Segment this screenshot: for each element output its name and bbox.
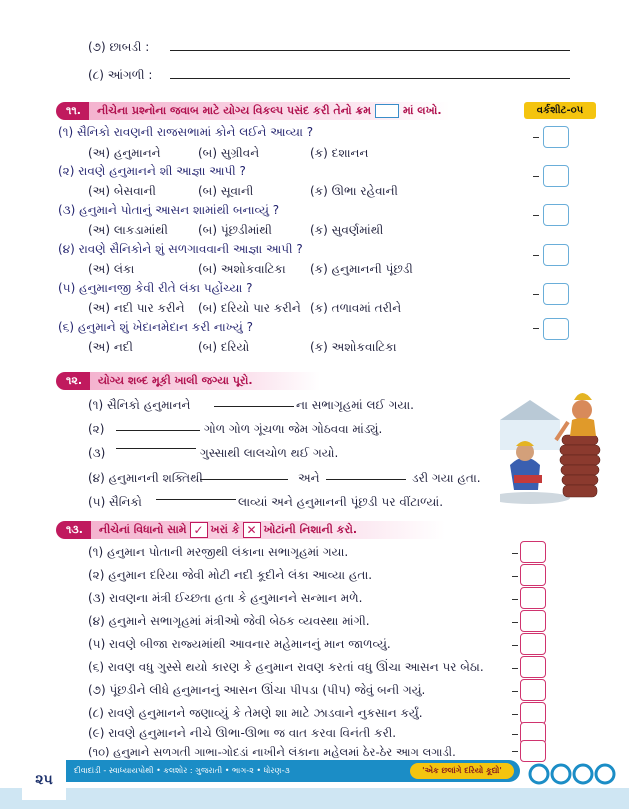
mcq-question-4: (૪) રાવણે સૈનિકોને શું સળગાવવાની આજ્ઞા આપી ? xyxy=(58,242,303,256)
tf-answer-box-10[interactable] xyxy=(520,740,546,762)
mcq-question-2: (૨) રાવણે હનુમાનને શી આજ્ઞા આપી ? xyxy=(58,164,246,178)
mcq-option-2a: (અ) બેસવાની xyxy=(88,184,156,198)
mcq-option-3c: (ક) સુવર્ણમાંથી xyxy=(310,223,384,237)
fill-item-4-mid: અને xyxy=(298,471,320,485)
dash-marker xyxy=(512,645,518,646)
section-11-number: ૧૧. xyxy=(56,102,89,120)
section-11-instruction-b: માં લખો. xyxy=(403,104,442,117)
tf-statement-2: (૨) હનુમાન દરિયા જેવી મોટી નદી કૂદીને લંકા આવ્યા હતા. xyxy=(88,568,373,582)
mcq-question-1: (૧) સૈનિકો રાવણની રાજસભામાં કોને લઈને આવ્યા ? xyxy=(58,125,314,139)
tf-answer-box-2[interactable] xyxy=(520,564,546,586)
answer-box-sample xyxy=(375,104,399,118)
tf-answer-box-5[interactable] xyxy=(520,633,546,655)
fill-blank-4b[interactable] xyxy=(326,479,406,480)
mcq-answer-box-3[interactable] xyxy=(543,204,569,226)
mcq-option-2b: (બ) સૂવાની xyxy=(198,184,254,198)
section-13-header xyxy=(56,521,445,539)
tf-answer-box-7[interactable] xyxy=(520,679,546,701)
fill-item-4-post: ડરી ગયા હતા. xyxy=(412,471,481,485)
section-11-instruction-a: નીચેના પ્રશ્નોના જવાબ માટે યોગ્ય વિકલ્પ પસંદ કરી તેનો ક્રમ xyxy=(96,104,372,117)
mcq-option-6a: (અ) નદી xyxy=(88,340,133,354)
fill-item-5-post: લાવ્યાં અને હનુમાનની પૂંછડી પર વીંટાળ્યાં. xyxy=(238,495,444,509)
mcq-option-3b: (બ) પૂંછડીમાંથી xyxy=(198,223,272,237)
dash-marker xyxy=(512,751,518,752)
dash-marker xyxy=(512,714,518,715)
dash-marker xyxy=(533,215,539,216)
item-7-label: (૭) છાબડી : xyxy=(88,40,150,54)
footer-series-text: દીવાદાંડી - સ્વાધ્યાયપોથી • કલશોર : ગુજરાતી • ભાગ-૨ • ધોરણ-૩ xyxy=(74,766,290,775)
fill-blank-2[interactable] xyxy=(116,430,200,431)
footer-stripe xyxy=(0,788,629,809)
section-11-header xyxy=(56,102,450,120)
tf-statement-10: (૧૦) હનુમાને સળગતી ગાભા-ગોદડાં નાખીને લંકાના મહેલમાં ઠેર-ઠેર આગ લગાડી. xyxy=(88,745,456,759)
fill-item-5-pre: (૫) સૈનિકો xyxy=(88,495,142,509)
section-13-instruction xyxy=(91,521,445,539)
cross-mark-icon: ✕ xyxy=(243,522,261,538)
mcq-option-4c: (ક) હનુમાનની પૂંછડી xyxy=(310,262,413,276)
dash-marker xyxy=(533,328,539,329)
section-13-instruction-a: નીચેનાં વિધાનો સામે xyxy=(98,523,187,536)
mcq-option-5a: (અ) નદી પાર કરીને xyxy=(88,301,185,315)
fill-item-1-pre: (૧) સૈનિકો હનુમાનને xyxy=(88,398,191,412)
tick-mark-icon: ✓ xyxy=(190,522,208,538)
section-11-instruction xyxy=(89,102,450,120)
decorative-rings-icon xyxy=(525,762,625,786)
section-13-number: ૧૩. xyxy=(56,521,91,539)
dash-marker xyxy=(533,255,539,256)
tf-answer-box-8[interactable] xyxy=(520,702,546,724)
fill-item-3-post: ગુસ્સાથી લાલચોળ થઈ ગયો. xyxy=(200,446,339,460)
dash-marker xyxy=(512,734,518,735)
item-8-answer-line[interactable] xyxy=(170,78,570,79)
section-12-header xyxy=(56,372,320,390)
tf-statement-1: (૧) હનુમાન પોતાની મરજીથી લંકાના સભાગૃહમાં ગયા. xyxy=(88,545,349,559)
fill-blank-5[interactable] xyxy=(156,499,236,500)
tf-statement-5: (૫) રાવણે બીજા રાજ્યમાંથી આવનાર મહેમાનનું માન જાળવ્યું. xyxy=(88,637,391,651)
dash-marker xyxy=(533,176,539,177)
fill-blank-4a[interactable] xyxy=(200,479,288,480)
fill-item-2-pre: (૨) xyxy=(88,422,105,436)
mcq-option-4b: (બ) અશોકવાટિકા xyxy=(198,262,286,276)
mcq-answer-box-2[interactable] xyxy=(543,165,569,187)
hanuman-illustration xyxy=(500,380,610,505)
mcq-question-5: (૫) હનુમાનજી કેવી રીતે લંકા પહોંચ્યા ? xyxy=(58,281,253,295)
mcq-option-6c: (ક) અશોકવાટિકા xyxy=(310,340,397,354)
tf-answer-box-4[interactable] xyxy=(520,610,546,632)
tf-answer-box-6[interactable] xyxy=(520,656,546,678)
tf-statement-4: (૪) હનુમાને સભાગૃહમાં મંત્રીઓ જેવી બેઠક વ્યવસ્થા માંગી. xyxy=(88,614,370,628)
footer-chapter-tag: 'એક છલાંગે દરિયો કૂદ્યો' xyxy=(410,763,514,779)
tf-statement-3: (૩) રાવણના મંત્રી ઈચ્છતા હતા કે હનુમાનને સન્માન મળે. xyxy=(88,591,363,605)
mcq-answer-box-1[interactable] xyxy=(543,126,569,148)
tf-statement-7: (૭) પૂંછડીને લીધે હનુમાનનું આસન ઊંચા પીપડા (પીપ) જેવું બની ગયું. xyxy=(88,683,426,697)
item-8-label: (૮) આંગળી : xyxy=(88,68,153,82)
tf-answer-box-1[interactable] xyxy=(520,541,546,563)
mcq-option-3a: (અ) લાકડામાંથી xyxy=(88,223,168,237)
mcq-question-3: (૩) હનુમાને પોતાનું આસન શામાંથી બનાવ્યું ? xyxy=(58,203,280,217)
fill-item-4-pre: (૪) હનુમાનની શક્તિથી xyxy=(88,471,203,485)
dash-marker xyxy=(533,294,539,295)
fill-blank-3[interactable] xyxy=(116,448,196,449)
dash-marker xyxy=(533,137,539,138)
tf-statement-6: (૬) રાવણ વધુ ગુસ્સે થયો કારણ કે હનુમાન રાવણ કરતાં વધુ ઊંચા આસન પર બેઠા. xyxy=(88,660,484,674)
section-13-instruction-c: ખોટાંની નિશાની કરો. xyxy=(263,523,358,536)
section-13-instruction-b: ખરાં કે xyxy=(210,523,240,536)
mcq-option-1b: (બ) સુગ્રીવને xyxy=(198,146,260,160)
mcq-option-1a: (અ) હનુમાનને xyxy=(88,146,161,160)
page-number: ૨૫ xyxy=(22,760,66,800)
mcq-question-6: (૬) હનુમાને શું ખેદાનમેદાન કરી નાખ્યું ? xyxy=(58,320,254,334)
mcq-option-5b: (બ) દરિયો પાર કરીને xyxy=(198,301,301,315)
mcq-answer-box-5[interactable] xyxy=(543,283,569,305)
fill-item-1-post: ના સભાગૃહમાં લઈ ગયા. xyxy=(296,398,414,412)
tf-answer-box-3[interactable] xyxy=(520,587,546,609)
dash-marker xyxy=(512,599,518,600)
mcq-answer-box-4[interactable] xyxy=(543,244,569,266)
worksheet-tag: વર્કશીટ-૦૫ xyxy=(524,102,596,119)
mcq-option-4a: (અ) લંકા xyxy=(88,262,135,276)
fill-blank-1[interactable] xyxy=(214,406,294,407)
dash-marker xyxy=(512,622,518,623)
item-7-answer-line[interactable] xyxy=(170,50,570,51)
mcq-answer-box-6[interactable] xyxy=(543,318,569,340)
dash-marker xyxy=(512,553,518,554)
tf-statement-8: (૮) રાવણે હનુમાનને જણાવ્યું કે તેમણે શા માટે ઝાડવાને નુકસાન કર્યું. xyxy=(88,706,423,720)
page-footer xyxy=(0,760,629,809)
dash-marker xyxy=(512,576,518,577)
fill-item-3-pre: (૩) xyxy=(88,446,106,460)
mcq-option-6b: (બ) દરિયો xyxy=(198,340,250,354)
tf-statement-9: (૯) રાવણે હનુમાનને નીચે ઊભા-ઊભા જ વાત કરવા વિનંતી કરી. xyxy=(88,726,397,740)
section-12-number: ૧૨. xyxy=(56,372,90,390)
dash-marker xyxy=(512,691,518,692)
section-12-instruction: યોગ્ય શબ્દ મૂકી ખાલી જગ્યા પૂરો. xyxy=(90,372,320,390)
dash-marker xyxy=(512,668,518,669)
mcq-option-1c: (ક) દશાનન xyxy=(310,146,369,160)
mcq-option-5c: (ક) તળાવમાં તરીને xyxy=(310,301,402,315)
fill-item-2-post: ગોળ ગોળ ગૂંચળા જેમ ગોઠવવા માંડ્યું. xyxy=(204,422,383,436)
mcq-option-2c: (ક) ઊભા રહેવાની xyxy=(310,184,398,198)
